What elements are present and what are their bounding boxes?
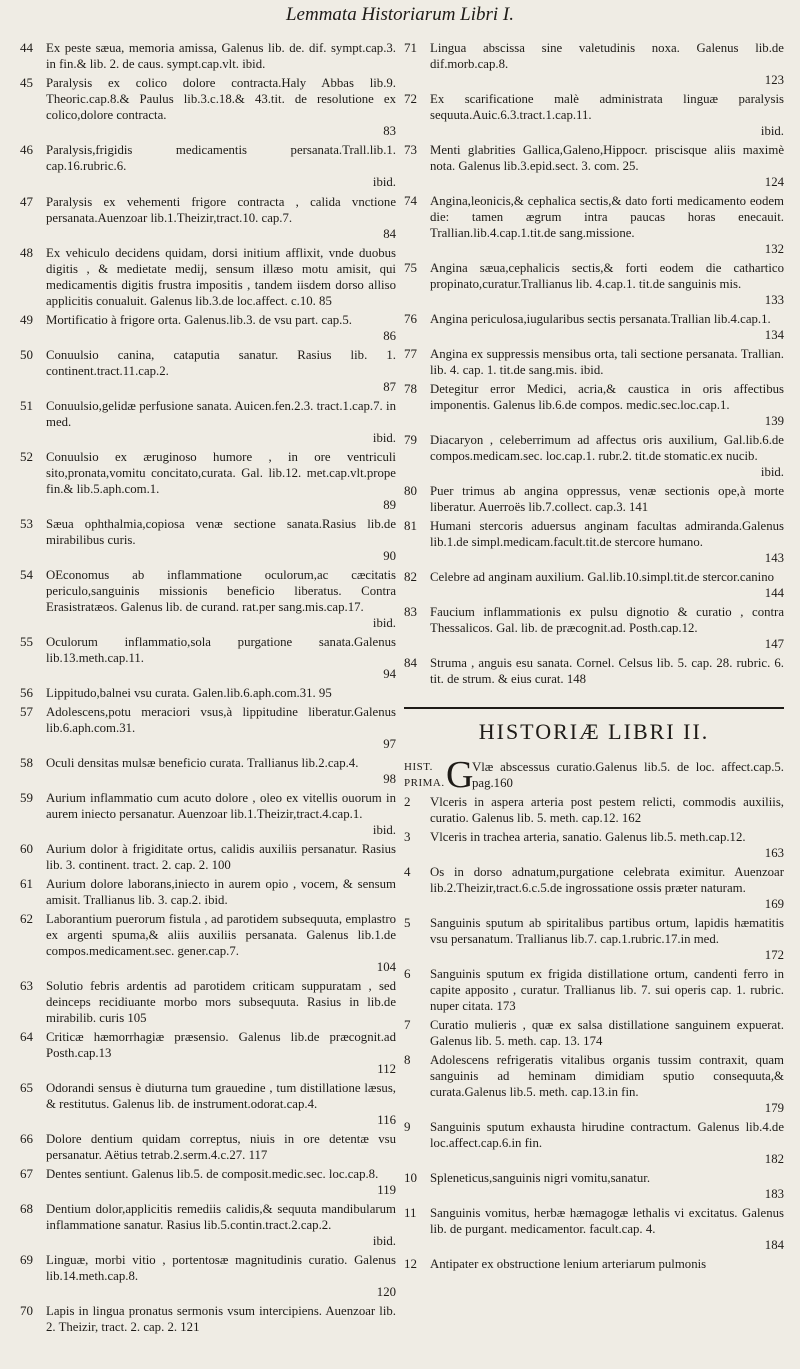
entry-text: Angina ex suppressis mensibus orta, tali sectione persanata. Trallian. lib. 4. cap. 1. tit.de sang.mis. ibid.	[430, 347, 784, 377]
entry-number: 70	[20, 1303, 33, 1318]
entry-number: 83	[404, 604, 417, 619]
index-entry	[20, 876, 396, 908]
entry-text: Mortificatio à frigore orta. Galenus.lib.3. de vsu part. cap.5.	[46, 313, 352, 327]
entry-text: Adolescens,potu meraciori vsus,à lippitudine liberatur.Galenus lib.6.aph.com.31.	[46, 705, 396, 735]
index-entry	[20, 634, 396, 682]
index-entry	[404, 432, 784, 480]
entry-page: 97	[383, 737, 396, 751]
entry-number: 79	[404, 432, 417, 447]
index-entry	[20, 841, 396, 873]
index-entry	[404, 1052, 784, 1116]
entry-number: 71	[404, 40, 417, 55]
index-entry	[20, 1029, 396, 1077]
entry-text: Aurium inflammatio cum acuto dolore , oleo ex vitellis ouorum in aurem iniecto persanatur. Auenzoar lib.1.Theizir,tract.4.cap.1.	[46, 791, 396, 821]
index-entry	[20, 40, 396, 72]
section-rule	[404, 707, 784, 709]
entry-number: 9	[404, 1119, 411, 1134]
entry-number: 74	[404, 193, 417, 208]
entry-text: Aurium dolore laborans,iniecto in aurem opio , vocem, & sensum amisit. Trallianus lib. 3. cap.2. ibid.	[46, 877, 396, 907]
index-entry	[404, 1119, 784, 1167]
index-entry	[20, 1166, 396, 1198]
entry-number: 2	[404, 794, 411, 809]
entry-page: ibid.	[372, 823, 396, 837]
entry-number: 50	[20, 347, 33, 362]
entry-number: 62	[20, 911, 33, 926]
lead-label-line-1: HIST.	[404, 761, 433, 773]
index-entry	[404, 483, 784, 515]
entry-number: 65	[20, 1080, 33, 1095]
index-entry	[20, 516, 396, 564]
index-entry	[20, 75, 396, 139]
entry-text: Vlceris in trachea arteria, sanatio. Galenus lib.5. meth.cap.12.	[430, 830, 746, 844]
entry-number: 69	[20, 1252, 33, 1267]
entry-text: Conuulsio ex æruginoso humore , in ore ventriculi sito,pronata,vomitu concitato,curata. Gal. lib.12. met.cap.vlt.prope fin.& lib.5.aph.com.1.	[46, 450, 396, 496]
entry-page: 184	[764, 1238, 784, 1252]
index-entry	[404, 966, 784, 1014]
index-entry	[20, 312, 396, 344]
entry-text: Lapis in lingua pronatus sermonis vsum intercipiens. Auenzoar lib. 2. Theizir, tract. 2. cap. 2. 121	[46, 1304, 396, 1334]
index-entry	[404, 381, 784, 429]
index-entry	[404, 1256, 784, 1272]
entry-page: 169	[764, 897, 784, 911]
entry-number: 68	[20, 1201, 33, 1216]
index-entry	[20, 704, 396, 752]
section-entries	[404, 794, 784, 1272]
entry-page: 90	[383, 549, 396, 563]
index-entry	[20, 245, 396, 309]
entry-number: 76	[404, 311, 417, 326]
entry-number: 10	[404, 1170, 417, 1185]
entry-page: 147	[764, 637, 784, 651]
entry-page: 86	[383, 329, 396, 343]
entry-text: Ex scarificatione malè administrata linguæ paralysis sequuta.Auic.6.3.tract.1.cap.11.	[430, 92, 784, 122]
index-entry	[404, 193, 784, 257]
entry-text: Dolore dentium quidam correptus, niuis in ore detentæ vsu persanatur. Aëtius tetrab.2.serm.4.c.27. 117	[46, 1132, 396, 1162]
entry-number: 5	[404, 915, 411, 930]
entry-text: Oculi densitas mulsæ beneficio curata. Trallianus lib.2.cap.4.	[46, 756, 359, 770]
entry-text: Conuulsio canina, cataputia sanatur. Rasius lib. 1. continent.tract.11.cap.2.	[46, 348, 396, 378]
entry-number: 47	[20, 194, 33, 209]
entry-text: Sæua ophthalmia,copiosa venæ sectione sanata.Rasius lib.de mirabilibus curis.	[46, 517, 396, 547]
entry-text: Adolescens refrigeratis vitalibus organis tussim contraxit, quam sanguinis ad heminam dimidiam sputio consequuta,& curata.Galenus lib.5. meth. cap.13.in fin.	[430, 1053, 784, 1099]
index-entry	[20, 790, 396, 838]
section-lead-entry	[404, 754, 784, 796]
index-entry	[404, 915, 784, 963]
left-column	[20, 40, 396, 1338]
entry-page: 94	[383, 667, 396, 681]
entry-number: 75	[404, 260, 417, 275]
entry-number: 51	[20, 398, 33, 413]
entry-page: 179	[764, 1101, 784, 1115]
entry-text: Spleneticus,sanguinis nigri vomitu,sanatur.	[430, 1171, 651, 1185]
entry-text: Sanguinis sputum exhausta hirudine contractum. Galenus lib.4.de loc.affect.cap.6.in fin.	[430, 1120, 784, 1150]
entry-number: 46	[20, 142, 33, 157]
index-entry	[404, 829, 784, 861]
index-entry	[404, 91, 784, 139]
entry-page: 134	[764, 328, 784, 342]
entry-number: 60	[20, 841, 33, 856]
index-entry	[20, 1201, 396, 1249]
entry-text: Celebre ad anginam auxilium. Gal.lib.10.simpl.tit.de stercor.canino	[430, 570, 775, 584]
entry-text: Angina sæua,cephalicis sectis,& forti eodem die cathartico propinato,curatur.Trallianus lib. 4.cap.1. tit.de sanguinis mis.	[430, 261, 784, 291]
index-entry	[20, 449, 396, 513]
entry-text: Curatio mulieris , quæ ex salsa distillatione sanguinem expuerat. Galenus lib. 5. meth. cap. 13. 174	[430, 1018, 784, 1048]
entry-number: 58	[20, 755, 33, 770]
index-entry	[404, 1017, 784, 1049]
entry-number: 61	[20, 876, 33, 891]
entry-number: 66	[20, 1131, 33, 1146]
index-entry	[404, 346, 784, 378]
entry-number: 53	[20, 516, 33, 531]
entry-text: Lippitudo,balnei vsu curata. Galen.lib.6.aph.com.31. 95	[46, 686, 332, 700]
index-entry	[20, 194, 396, 242]
entry-page: 119	[377, 1183, 396, 1197]
entry-page: ibid.	[760, 124, 784, 138]
entry-page: ibid.	[372, 431, 396, 445]
entry-page: 172	[764, 948, 784, 962]
index-entry	[20, 1252, 396, 1300]
entry-page: 87	[383, 380, 396, 394]
entry-text: Dentes sentiunt. Galenus lib.5. de composit.medic.sec. loc.cap.8.	[46, 1167, 379, 1181]
entry-page: 183	[764, 1187, 784, 1201]
section-title: HISTORIÆ LIBRI II.	[478, 719, 710, 744]
entry-page: 84	[383, 227, 396, 241]
lead-label	[404, 759, 446, 791]
entry-text: Menti glabrities Gallica,Galeno,Hippocr. priscisque aliis maximè nota. Galenus lib.3.epid.sect. 3. com. 25.	[430, 143, 784, 173]
index-entry	[404, 655, 784, 687]
entry-number: 63	[20, 978, 33, 993]
index-entry	[404, 40, 784, 88]
index-entry	[20, 685, 396, 701]
index-entry	[404, 604, 784, 652]
entry-text: Lingua abscissa sine valetudinis noxa. Galenus lib.de dif.morb.cap.8.	[430, 41, 784, 71]
entry-number: 77	[404, 346, 417, 361]
entry-page: 112	[377, 1062, 396, 1076]
entry-number: 45	[20, 75, 33, 90]
entry-text: Os in dorso adnatum,purgatione celebrata eximitur. Auenzoar lib.2.Theizir,tract.6.c.5.de ingrossatione ossis præter naturam.	[430, 865, 784, 895]
entry-number: 78	[404, 381, 417, 396]
entry-text: Diacaryon , celeberrimum ad affectus oris auxilium, Gal.lib.6.de compos.medicam.sec. loc.cap.1. rubr.2. tit.de stomatic.ex nucib.	[430, 433, 784, 463]
entry-page: 123	[764, 73, 784, 87]
entry-number: 44	[20, 40, 33, 55]
index-entry	[404, 311, 784, 343]
index-entry	[20, 1131, 396, 1163]
entry-text: Sanguinis sputum ex frigida distillatione ortum, candenti ferro in capite apposito , curatur. Trallianus lib. 7. sui operis cap. 1. rubric. nuper citata. 173	[430, 967, 784, 1013]
entry-text: Laborantium puerorum fistula , ad parotidem subsequuta, emplastro ex argenti spuma,& aliis auxiliis persanata. Galenus lib.1.de compos.medicament.sec. gener.cap.7.	[46, 912, 396, 958]
index-entry	[404, 518, 784, 566]
right-column-entries	[404, 40, 784, 687]
index-entry	[20, 347, 396, 395]
entry-number: 59	[20, 790, 33, 805]
entry-number: 82	[404, 569, 417, 584]
index-entry	[20, 911, 396, 975]
entry-text: Detegitur error Medici, acria,& caustica in oris affectibus imponentis. Galenus lib.6.de compos. medic.sec.loc.cap.1.	[430, 382, 784, 412]
entry-number: 73	[404, 142, 417, 157]
entry-number: 55	[20, 634, 33, 649]
entry-page: 89	[383, 498, 396, 512]
running-title: Lemmata Historiarum Libri I.	[285, 4, 515, 25]
entry-number: 49	[20, 312, 33, 327]
lead-text: Vlæ abscessus curatio.Galenus lib.5. de loc. affect.cap.5.	[472, 760, 784, 774]
entry-text: Faucium inflammationis ex pulsu dignotio & curatio , contra Thessalicos. Gal. lib. de præcognit.ad. Posth.cap.12.	[430, 605, 784, 635]
entry-page: ibid.	[372, 616, 396, 630]
entry-text: Solutio febris ardentis ad parotidem criticam suppuratam , sed deinceps recidiuante morbo mors subsequuta. Rasius in lib.de mirabilib. curis 105	[46, 979, 396, 1025]
entry-text: Angina periculosa,iugularibus sectis persanata.Trallian lib.4.cap.1.	[430, 312, 771, 326]
entry-number: 81	[404, 518, 417, 533]
entry-page: 120	[376, 1285, 396, 1299]
index-entry	[404, 1205, 784, 1253]
index-entry	[404, 1170, 784, 1202]
entry-text: Ex vehiculo decidens quidam, dorsi initium afflixit, vnde duobus digitis , & medietate medij, sensum illæso motu amisit, qui medicamentis digitis frustra impositis , tandem iisdem dorso alliso applicitis conualuit. Galenus lib.3.de loc.affect. c.10. 85	[46, 246, 396, 308]
right-column	[404, 40, 784, 1275]
entry-page: 163	[764, 846, 784, 860]
entry-text: Paralysis,frigidis medicamentis persanata.Trall.lib.1. cap.16.rubric.6.	[46, 143, 396, 173]
entry-page: 133	[764, 293, 784, 307]
entry-text: Paralysis ex vehementi frigore contracta , calida vnctione persanata.Auenzoar lib.1.Theizir,tract.10. cap.7.	[46, 195, 396, 225]
entry-text: Odorandi sensus è diuturna tum grauedine , tum distillatione læsus, & restitutus. Galenus lib. de instrument.odorat.cap.4.	[46, 1081, 396, 1111]
entry-text: Humani stercoris aduersus anginam facultas admiranda.Galenus lib.1.de simpl.medicam.facult.tit.de stercore humano.	[430, 519, 784, 549]
index-entry	[20, 1080, 396, 1128]
entry-number: 7	[404, 1017, 411, 1032]
index-entry	[20, 1303, 396, 1335]
entry-text: Ex peste sæua, memoria amissa, Galenus lib. de. dif. sympt.cap.3. in fin.& lib. 2. de caus. sympt.cap.vlt. ibid.	[46, 41, 396, 71]
entry-number: 84	[404, 655, 417, 670]
entry-page: ibid.	[372, 1234, 396, 1248]
entry-text: Oculorum inflammatio,sola purgatione sanata.Galenus lib.13.meth.cap.11.	[46, 635, 396, 665]
entry-text: Puer trimus ab angina oppressus, venæ sectionis ope,à morte liberatur. Auerroës lib.7.collect. cap.3. 141	[430, 484, 784, 514]
entry-number: 64	[20, 1029, 33, 1044]
entry-page: 182	[764, 1152, 784, 1166]
entry-number: 6	[404, 966, 411, 981]
entry-text: Sanguinis vomitus, herbæ hæmagogæ lethalis vi excitatus. Galenus lib. de purgant. medicamentor. facult.cap. 4.	[430, 1206, 784, 1236]
entry-page: 132	[764, 242, 784, 256]
entry-text: Linguæ, morbi vitio , portentosæ magnitudinis curatio. Galenus lib.14.meth.cap.8.	[46, 1253, 396, 1283]
drop-cap: G	[446, 754, 474, 796]
index-entry	[20, 755, 396, 787]
entry-page: 83	[383, 124, 396, 138]
entry-text: Vlceris in aspera arteria post pestem relicti, commodis auxiliis, curatio. Galenus lib. 5. meth. cap.12. 162	[430, 795, 784, 825]
entry-page: ibid.	[760, 465, 784, 479]
entry-number: 8	[404, 1052, 411, 1067]
entry-text: Aurium dolor à frigiditate ortus, calidis auxiliis persanatur. Rasius lib. 3. continent. tract. 2. cap. 2. 100	[46, 842, 396, 872]
index-entry	[20, 978, 396, 1026]
entry-text: Dentium dolor,applicitis remediis calidis,& sequuta mandibularum inflammatione sanatur. Rasius lib.5.contin.tract.2.cap.2.	[46, 1202, 396, 1232]
index-entry	[20, 567, 396, 631]
entry-number: 72	[404, 91, 417, 106]
entry-page: 104	[376, 960, 396, 974]
entry-page: 143	[764, 551, 784, 565]
entry-number: 54	[20, 567, 33, 582]
index-entry	[404, 142, 784, 190]
entry-page: 144	[764, 586, 784, 600]
entry-text: Conuulsio,gelidæ perfusione sanata. Auicen.fen.2.3. tract.1.cap.7. in med.	[46, 399, 396, 429]
index-entry	[404, 794, 784, 826]
index-entry	[404, 569, 784, 601]
entry-number: 57	[20, 704, 33, 719]
entry-text: Antipater ex obstructione lenium arteriarum pulmonis	[430, 1257, 707, 1271]
entry-number: 4	[404, 864, 411, 879]
lead-text-block	[472, 759, 784, 791]
lead-label-line-2: PRIMA.	[404, 777, 445, 789]
entry-number: 48	[20, 245, 33, 260]
entry-page: 116	[377, 1113, 396, 1127]
entry-text: Struma , anguis esu sanata. Cornel. Celsus lib. 5. cap. 28. rubric. 6. tit. de strum. & eius curat. 148	[430, 656, 784, 686]
entry-page: 98	[383, 772, 396, 786]
entry-text: Angina,leonicis,& cephalica sectis,& dato forti medicamento eodem die: tamen ægrum intra paucas horas enecauit. Trallian.lib.4.cap.1.tit.de sang.missione.	[430, 194, 784, 240]
index-entry	[20, 142, 396, 190]
lead-page: pag.160	[472, 776, 513, 790]
entry-number: 3	[404, 829, 411, 844]
entry-text: OEconomus ab inflammatione oculorum,ac cæcitatis periculo,sanguinis missionis beneficio liberatus. Contra Erasistratæos. Galenus lib. de curand. rat.per sang.mis.cap.17.	[46, 568, 396, 614]
entry-number: 52	[20, 449, 33, 464]
entry-text: Sanguinis sputum ab spiritalibus partibus ortum, lapidis hæmatitis vsu persanatum. Trallianus lib.7. cap.1.rubric.17.in med.	[430, 916, 784, 946]
index-entry	[404, 260, 784, 308]
entry-page: 139	[764, 414, 784, 428]
index-entry	[404, 864, 784, 912]
entry-text: Paralysis ex colico dolore contracta.Haly Abbas lib.9. Theoric.cap.8.& Paulus lib.3.c.18.& 43.tit. de resolutione ex colico,dolore contracta.	[46, 76, 396, 122]
entry-number: 12	[404, 1256, 417, 1271]
entry-number: 11	[404, 1205, 417, 1220]
entry-number: 56	[20, 685, 33, 700]
entry-page: 124	[764, 175, 784, 189]
entry-number: 67	[20, 1166, 33, 1181]
index-entry	[20, 398, 396, 446]
entry-text: Criticæ hæmorrhagiæ præsensio. Galenus lib.de præcognit.ad Posth.cap.13	[46, 1030, 396, 1060]
entry-page: ibid.	[372, 175, 396, 189]
entry-number: 80	[404, 483, 417, 498]
